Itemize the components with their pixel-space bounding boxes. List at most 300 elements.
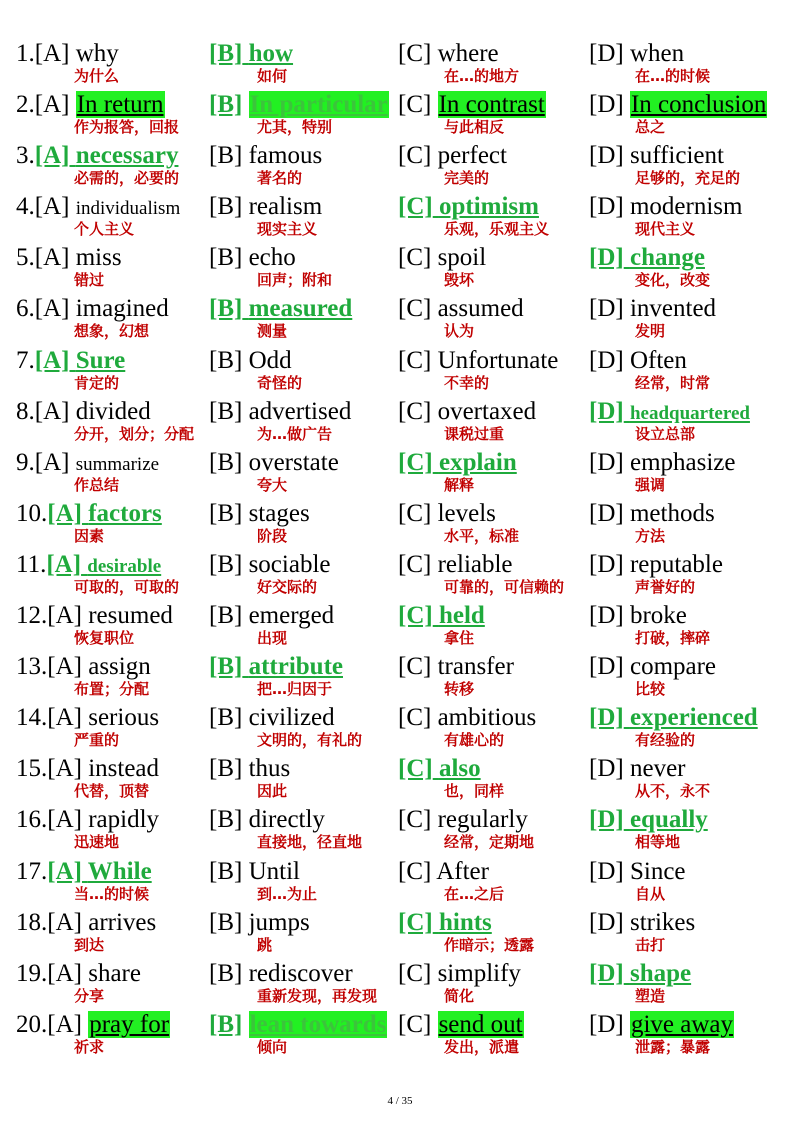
option-cell	[16, 189, 208, 240]
option-text	[16, 909, 156, 937]
chinese-gloss: 阶段	[257, 526, 288, 545]
option-letter: [C]	[398, 142, 432, 170]
option-cell	[398, 36, 588, 87]
option-word: jumps	[248, 908, 310, 936]
option-letter: [B]	[209, 908, 243, 936]
question-row	[16, 1007, 800, 1058]
correct-answer-word: desirable	[87, 555, 162, 577]
option-cell	[398, 496, 588, 547]
option-letter: [A]	[47, 499, 82, 527]
option-letter: [C]	[398, 244, 432, 272]
option-text	[398, 398, 536, 426]
option-word: In conclusion	[630, 91, 767, 119]
option-letter: [C]	[398, 1010, 432, 1038]
correct-answer	[398, 755, 481, 782]
question-number: 2.	[16, 91, 35, 119]
option-text	[16, 40, 119, 68]
chinese-gloss: 拿住	[444, 629, 475, 648]
option-letter: [B]	[209, 346, 243, 374]
chinese-gloss: 迅速地	[74, 833, 120, 852]
option-cell	[16, 700, 208, 751]
option-letter: [D]	[589, 91, 624, 119]
option-letter: [C]	[398, 448, 433, 476]
option-letter: [A]	[47, 908, 82, 936]
option-text	[398, 193, 539, 221]
question-number: 11.	[16, 550, 47, 578]
question-number: 4.	[16, 193, 35, 221]
question-row	[16, 700, 800, 751]
option-cell	[209, 87, 397, 138]
question-row	[16, 802, 800, 853]
option-word: emphasize	[629, 448, 736, 476]
chinese-gloss: 因素	[74, 526, 105, 545]
question-number: 15.	[16, 755, 48, 783]
chinese-gloss: 现代主义	[635, 220, 696, 239]
option-letter: [B]	[209, 295, 243, 323]
chinese-gloss: 相等地	[635, 833, 681, 852]
correct-answer-word: optimism	[438, 193, 539, 221]
option-letter: [D]	[589, 142, 624, 170]
option-word: why	[75, 40, 119, 67]
option-text	[589, 40, 684, 68]
option-text	[16, 142, 178, 170]
option-cell	[589, 36, 800, 87]
option-cell	[589, 394, 800, 445]
chinese-gloss: 有雄心的	[444, 731, 505, 750]
chinese-gloss: 夸大	[257, 475, 288, 494]
option-letter: [D]	[589, 193, 624, 221]
option-letter: [B]	[209, 91, 243, 119]
option-letter: [A]	[34, 142, 70, 170]
chinese-gloss: 个人主义	[74, 220, 135, 239]
option-letter: [C]	[398, 40, 432, 67]
option-cell	[589, 751, 800, 802]
chinese-gloss: 严重的	[74, 731, 120, 750]
option-letter: [D]	[589, 397, 624, 425]
option-text	[16, 1011, 170, 1039]
option-text	[16, 449, 159, 479]
correct-answer	[47, 500, 162, 527]
option-cell	[16, 905, 208, 956]
correct-answer-word: measured	[248, 295, 353, 323]
option-text	[209, 347, 292, 375]
chinese-gloss: 声誉好的	[635, 577, 696, 596]
correct-answer-word: In particular	[249, 91, 388, 119]
chinese-gloss: 恢复职位	[74, 629, 135, 648]
option-word: imagined	[75, 295, 169, 323]
correct-answer	[35, 142, 179, 169]
option-cell	[16, 445, 208, 496]
option-letter: [A]	[47, 602, 82, 630]
vocab-answer-grid	[16, 36, 800, 1058]
option-text	[16, 653, 151, 681]
chinese-gloss: 与此相反	[444, 118, 505, 137]
option-letter: [A]	[34, 397, 70, 425]
option-word: levels	[437, 499, 496, 527]
option-cell	[16, 1007, 208, 1058]
correct-answer	[589, 806, 708, 833]
option-cell	[398, 649, 588, 700]
option-cell	[589, 138, 800, 189]
option-cell	[16, 394, 208, 445]
option-text	[398, 40, 499, 68]
option-letter: [D]	[589, 550, 624, 578]
option-word: ambitious	[437, 704, 537, 732]
question-row	[16, 291, 800, 342]
option-text	[589, 244, 705, 272]
option-word: when	[629, 40, 685, 67]
option-text	[398, 91, 546, 119]
question-number: 6.	[16, 295, 35, 323]
option-text	[209, 755, 290, 783]
option-cell	[209, 496, 397, 547]
option-text	[589, 193, 742, 221]
chinese-gloss: 好交际的	[257, 577, 318, 596]
chinese-gloss: 发明	[635, 322, 666, 341]
question-number: 3.	[16, 142, 35, 170]
option-cell	[398, 87, 588, 138]
option-cell	[589, 1007, 800, 1058]
chinese-gloss: 跳	[257, 935, 273, 954]
option-letter: [A]	[47, 1010, 82, 1038]
option-word: thus	[248, 755, 291, 783]
option-cell	[589, 649, 800, 700]
option-letter: [C]	[398, 959, 432, 987]
chinese-gloss: 解释	[444, 475, 475, 494]
chinese-gloss: 自从	[635, 884, 666, 903]
chinese-gloss: 作暗示；透露	[444, 935, 535, 954]
option-text	[589, 1011, 734, 1039]
option-text	[589, 500, 715, 528]
option-cell	[589, 189, 800, 240]
option-text	[398, 653, 514, 681]
option-text	[209, 858, 300, 886]
option-text	[16, 755, 159, 783]
option-word: Often	[629, 346, 687, 374]
question-number: 1.	[16, 40, 35, 67]
chinese-gloss: 作总结	[74, 475, 120, 494]
option-cell	[589, 240, 800, 291]
option-letter: [C]	[398, 550, 432, 578]
correct-answer-word: equally	[629, 806, 708, 834]
question-row	[16, 598, 800, 649]
option-cell	[16, 240, 208, 291]
option-text	[589, 704, 758, 732]
correct-answer	[589, 244, 705, 271]
option-text	[209, 449, 339, 477]
option-text	[589, 602, 687, 630]
option-word: emerged	[248, 602, 335, 630]
option-letter: [C]	[398, 755, 433, 783]
option-text	[398, 806, 528, 834]
option-word: never	[629, 755, 686, 783]
option-word: overtaxed	[437, 397, 537, 425]
option-text	[209, 295, 352, 323]
option-word: miss	[75, 244, 122, 272]
question-number: 12.	[16, 602, 48, 630]
option-text	[16, 244, 122, 272]
correct-answer-word: explain	[438, 448, 517, 476]
option-letter: [D]	[589, 346, 624, 374]
option-word: serious	[88, 704, 160, 732]
option-word: sociable	[248, 550, 331, 578]
option-text	[589, 755, 686, 783]
correct-answer-word: While	[87, 857, 152, 885]
chinese-gloss: 为什么	[74, 67, 120, 85]
option-letter: [C]	[398, 295, 432, 323]
option-text	[398, 449, 517, 477]
option-word: overstate	[248, 448, 339, 476]
correct-answer-word: held	[438, 602, 485, 630]
option-cell	[209, 700, 397, 751]
question-row	[16, 445, 800, 496]
option-word: individualism	[75, 198, 181, 220]
correct-answer	[35, 347, 126, 374]
option-cell	[398, 905, 588, 956]
option-letter: [D]	[589, 704, 624, 732]
option-cell	[398, 138, 588, 189]
correct-answer-word: shape	[629, 959, 692, 987]
option-word: reputable	[629, 550, 723, 578]
option-cell	[398, 547, 588, 598]
question-row	[16, 905, 800, 956]
option-text	[398, 755, 481, 783]
option-cell	[16, 956, 208, 1007]
option-cell	[209, 291, 397, 342]
option-text	[398, 500, 496, 528]
option-letter: [C]	[398, 857, 432, 885]
option-letter: [B]	[209, 857, 243, 885]
correct-answer	[398, 602, 485, 629]
correct-answer-word: headquartered	[629, 402, 750, 424]
chinese-gloss: 认为	[444, 322, 475, 341]
option-text	[209, 704, 335, 732]
chinese-gloss: 总之	[635, 118, 666, 137]
option-text	[16, 858, 152, 886]
option-word: regularly	[437, 806, 528, 834]
option-text	[209, 909, 310, 937]
option-text	[398, 704, 536, 732]
option-cell	[398, 394, 588, 445]
option-word: In contrast	[438, 91, 545, 119]
option-cell	[16, 291, 208, 342]
option-word: pray for	[89, 1010, 170, 1038]
option-cell	[16, 802, 208, 853]
option-word: reliable	[437, 550, 513, 578]
option-letter: [B]	[209, 40, 243, 67]
option-text	[398, 960, 521, 988]
option-letter: [A]	[34, 346, 70, 374]
option-cell	[209, 956, 397, 1007]
option-text	[209, 602, 334, 630]
option-letter: [C]	[398, 499, 432, 527]
option-word: Until	[248, 857, 300, 885]
option-cell	[398, 802, 588, 853]
question-number: 8.	[16, 397, 35, 425]
option-cell	[589, 547, 800, 598]
question-row	[16, 751, 800, 802]
option-cell	[589, 802, 800, 853]
option-word: realism	[248, 193, 323, 221]
option-cell	[398, 240, 588, 291]
option-cell	[209, 394, 397, 445]
option-cell	[16, 598, 208, 649]
chinese-gloss: 奇怪的	[257, 373, 303, 392]
chinese-gloss: 想象，幻想	[74, 322, 150, 341]
option-word: rapidly	[88, 806, 160, 834]
chinese-gloss: 简化	[444, 986, 475, 1005]
correct-answer	[398, 193, 539, 220]
chinese-gloss: 测量	[257, 322, 288, 341]
correct-answer-word: experienced	[629, 704, 758, 732]
option-text	[16, 398, 151, 426]
option-cell	[16, 36, 208, 87]
option-word: sufficient	[629, 142, 724, 170]
option-letter: [A]	[47, 755, 82, 783]
option-text	[16, 806, 159, 834]
option-word: spoil	[437, 244, 487, 272]
question-row	[16, 87, 800, 138]
question-row	[16, 956, 800, 1007]
option-text	[209, 193, 322, 221]
option-letter: [B]	[209, 602, 243, 630]
option-cell	[16, 87, 208, 138]
option-cell	[398, 291, 588, 342]
option-text	[589, 909, 695, 937]
option-letter: [D]	[589, 908, 624, 936]
question-row	[16, 854, 800, 905]
option-word: assumed	[437, 295, 524, 323]
option-word: assign	[88, 653, 151, 681]
option-letter: [D]	[589, 653, 624, 681]
chinese-gloss: 课税过重	[444, 424, 505, 443]
option-text	[398, 909, 492, 937]
option-letter: [B]	[209, 755, 243, 783]
chinese-gloss: 分享	[74, 986, 105, 1005]
chinese-gloss: 分开，划分；分配	[74, 424, 195, 443]
chinese-gloss: 重新发现，再发现	[257, 986, 378, 1005]
chinese-gloss: 打破，摔碎	[635, 629, 711, 648]
chinese-gloss: 从不，永不	[635, 782, 711, 801]
option-letter: [D]	[589, 857, 624, 885]
option-word: summarize	[75, 453, 160, 475]
question-number: 9.	[16, 448, 35, 476]
option-letter: [B]	[209, 550, 243, 578]
option-text	[398, 1011, 524, 1039]
option-letter: [A]	[47, 653, 82, 681]
question-row	[16, 189, 800, 240]
option-letter: [B]	[209, 142, 243, 170]
option-letter: [C]	[398, 397, 432, 425]
chinese-gloss: 足够的，充足的	[635, 169, 741, 188]
question-number: 14.	[16, 704, 48, 732]
option-letter: [C]	[398, 346, 432, 374]
correct-answer	[46, 551, 161, 578]
chinese-gloss: 出现	[257, 629, 288, 648]
option-cell	[398, 854, 588, 905]
question-row	[16, 649, 800, 700]
option-letter: [D]	[589, 755, 624, 783]
option-letter: [A]	[34, 40, 70, 67]
correct-answer-word: Sure	[75, 346, 126, 374]
chinese-gloss: 塑造	[635, 986, 666, 1005]
chinese-gloss: 不幸的	[444, 373, 490, 392]
option-letter: [B]	[209, 653, 243, 681]
option-text	[589, 347, 687, 375]
option-cell	[209, 343, 397, 394]
chinese-gloss: 直接地，径直地	[257, 833, 363, 852]
chinese-gloss: 经常，定期地	[444, 833, 535, 852]
option-letter: [D]	[589, 602, 624, 630]
question-number: 13.	[16, 653, 48, 681]
option-word: civilized	[248, 704, 335, 732]
option-word: instead	[88, 755, 160, 783]
chinese-gloss: 强调	[635, 475, 666, 494]
option-cell	[209, 751, 397, 802]
option-letter: [A]	[34, 193, 70, 221]
chinese-gloss: 现实主义	[257, 220, 318, 239]
option-cell	[589, 496, 800, 547]
chinese-gloss: 倾向	[257, 1037, 288, 1056]
question-number: 5.	[16, 244, 35, 272]
chinese-gloss: 在…的地方	[444, 67, 520, 85]
question-number: 7.	[16, 346, 35, 374]
option-text	[16, 960, 141, 988]
chinese-gloss: 为…做广告	[257, 424, 333, 443]
chinese-gloss: 如何	[257, 67, 288, 85]
chinese-gloss: 变化，改变	[635, 271, 711, 290]
chinese-gloss: 泄露；暴露	[635, 1037, 711, 1056]
option-letter: [C]	[398, 806, 432, 834]
chinese-gloss: 著名的	[257, 169, 303, 188]
option-text	[16, 295, 169, 323]
chinese-gloss: 到…为止	[257, 884, 318, 903]
option-cell	[16, 496, 208, 547]
option-word: Unfortunate	[437, 346, 559, 374]
option-cell	[209, 189, 397, 240]
page-number: 4 / 35	[387, 1095, 413, 1107]
correct-answer-word: also	[438, 755, 481, 783]
correct-answer	[589, 398, 750, 425]
chinese-gloss: 作为报答，回报	[74, 118, 180, 137]
option-cell	[398, 956, 588, 1007]
option-text	[16, 193, 180, 223]
option-word: methods	[629, 499, 715, 527]
option-cell	[398, 445, 588, 496]
option-cell	[209, 240, 397, 291]
option-letter: [D]	[589, 295, 624, 323]
option-letter: [A]	[47, 857, 82, 885]
option-text	[589, 295, 716, 323]
option-text	[589, 858, 686, 886]
option-cell	[209, 905, 397, 956]
option-word: echo	[248, 244, 296, 272]
option-cell	[16, 649, 208, 700]
option-letter: [C]	[398, 908, 433, 936]
option-word: invented	[629, 295, 717, 323]
option-text	[589, 806, 708, 834]
option-cell	[209, 1007, 397, 1058]
question-number: 18.	[16, 908, 48, 936]
chinese-gloss: 击打	[635, 935, 666, 954]
question-row	[16, 343, 800, 394]
chinese-gloss: 在…的时候	[635, 67, 711, 85]
chinese-gloss: 发出，派遣	[444, 1037, 520, 1056]
option-word: stages	[248, 499, 310, 527]
correct-answer	[589, 960, 691, 987]
option-word: After	[436, 857, 489, 885]
correct-answer-word: attribute	[248, 653, 343, 681]
